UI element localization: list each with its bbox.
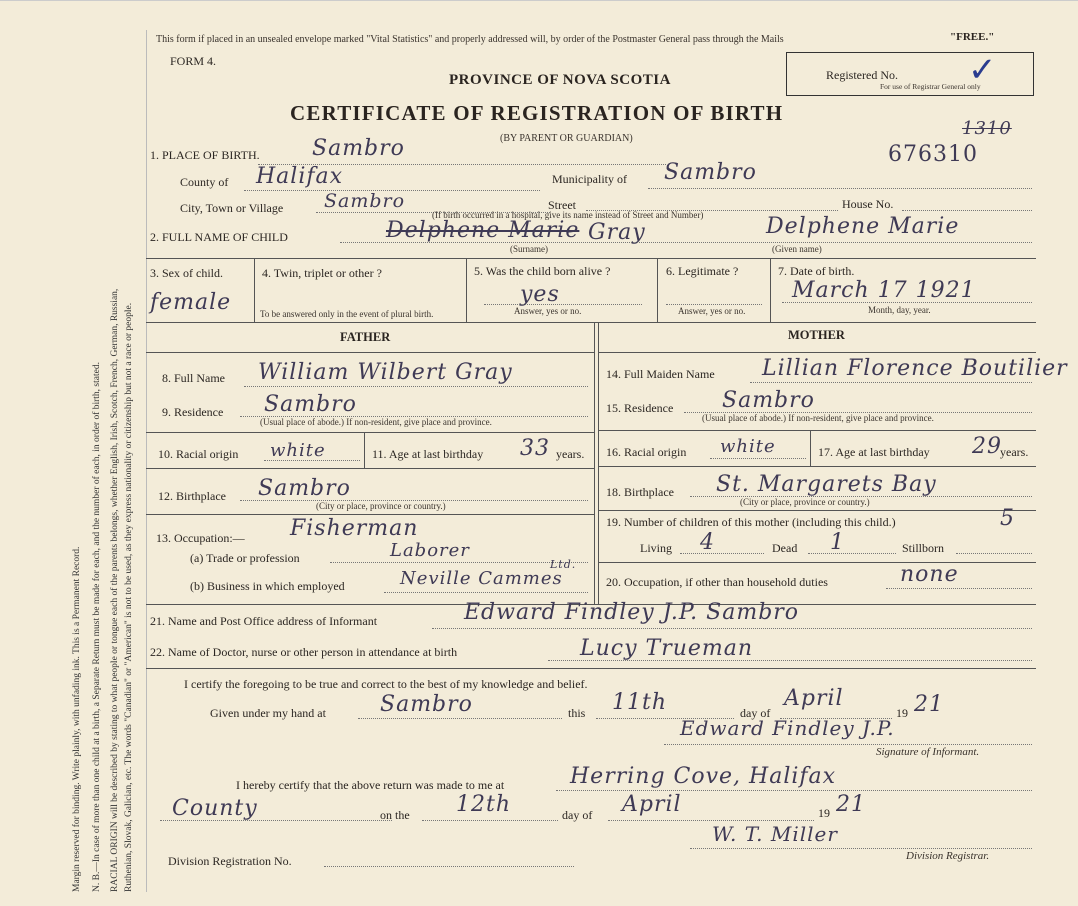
mother-residence-label: 15. Residence [606,401,674,415]
margin-note-multiple: N. B.—In case of more than one child at a birth, a Separate Return must be made for each, and the number of each, in order of birth, stated. [92,362,102,892]
father-residence-note: (Usual place of abode.) If non-resident, give place and province. [260,417,492,427]
day-of-label: day of [740,706,771,720]
twin-note: To be answered only in the event of plural birth. [260,309,434,319]
mother-name: Lillian Florence Boutilier [762,356,1068,381]
stillborn-label: Stillborn [902,541,945,555]
mother-birthplace-label: 18. Birthplace [606,485,674,499]
hospital-note: (If birth occurred in a hospital, give its name instead of Street and Number) [432,210,704,220]
surname-note: (Surname) [510,244,548,254]
certificate-title: CERTIFICATE OF REGISTRATION OF BIRTH [290,101,784,125]
father-business-extra: Ltd. [550,558,577,571]
margin-note-racial: RACIAL ORIGIN will be described by stating to what people or tongue each of the parents belongs, whether English, Irish, Scotch, French, German, Russian, [110,288,120,892]
registered-note: For use of Registrar General only [880,82,981,91]
registered-label: Registered No. [826,68,898,82]
father-residence: Sambro [264,392,357,417]
date-note: Month, day, year. [868,305,931,315]
reg-number: 676310 [888,142,978,167]
legitimate-note: Answer, yes or no. [678,306,746,316]
city: Sambro [324,190,406,212]
mother-birthplace: St. Margarets Bay [716,472,937,497]
given-name: Delphene Marie [766,214,960,239]
father-race: white [270,440,326,461]
county: Halifax [256,164,344,189]
mother-name-label: 14. Full Maiden Name [606,367,715,381]
registrar-signature-label: Division Registrar. [906,850,990,862]
father-race-label: 10. Racial origin [158,447,239,461]
mother-years: years. [1000,445,1029,459]
on-the-label: on the [380,808,410,822]
check-mark-icon: ✓ [968,50,998,90]
child-name-label: 2. FULL NAME OF CHILD [150,230,288,244]
living-label: Living [640,541,672,555]
legitimate-label: 6. Legitimate ? [666,264,739,278]
informant-signature: Edward Findley J.P. [680,716,895,740]
father-trade: Laborer [390,540,470,561]
mother-children: 5 [1000,506,1015,531]
mother-residence: Sambro [722,388,815,413]
father-birthplace-label: 12. Birthplace [158,489,226,503]
alive: yes [520,282,560,307]
certify-year-prefix: 19 [896,706,908,720]
province-title: PROVINCE OF NOVA SCOTIA [449,72,671,88]
registrar-day: 12th [456,792,512,817]
registrar-day-of-label: day of [562,808,593,822]
sex-label: 3. Sex of child. [150,266,223,280]
father-occupation: Fisherman [290,516,419,541]
reg-number-struck: 1310 [962,118,1012,139]
father-years: years. [556,447,585,461]
certify-month: April [784,686,844,711]
municipality-label: Municipality of [552,172,627,186]
city-label: City, Town or Village [180,201,284,215]
certify-statement: I certify the foregoing to be true and correct to the best of my knowledge and belief. [184,677,588,691]
date-of-birth: March 17 1921 [792,278,976,303]
informant: Edward Findley J.P. Sambro [464,600,800,625]
mother-race: white [720,436,776,457]
county-label: County of [180,175,229,189]
dead-label: Dead [772,541,798,555]
margin-note-racial-2: Ruthenian, Slovak, Galician, etc. The words "Canadian" or "American" is not to be used, as they express nationality or citizenship but not a race or people. [124,302,134,892]
living-count: 4 [700,530,715,555]
mother-race-label: 16. Racial origin [606,445,687,459]
twin-label: 4. Twin, triplet or other ? [262,266,382,280]
informant-label: 21. Name and Post Office address of Informant [150,614,378,628]
mother-birthplace-note: (City or place, province or country.) [740,497,870,507]
registrar-place: Herring Cove, Halifax [570,764,837,789]
street-label: Street [548,198,576,212]
father-business-label: (b) Business in which employed [190,579,345,593]
mother-occupation: none [900,562,959,587]
father-birthplace: Sambro [258,476,351,501]
father-birthplace-note: (City or place, province or country.) [316,501,446,511]
mother-age: 29 [972,434,1002,459]
father-name-label: 8. Full Name [162,371,225,385]
mother-header: MOTHER [788,328,845,342]
father-age: 33 [520,436,550,461]
father-residence-label: 9. Residence [162,405,224,419]
registrar-statement: I hereby certify that the above return was made to me at [236,778,505,792]
father-age-label: 11. Age at last birthday [372,447,484,461]
registrar-year: 21 [836,792,866,817]
surname-struck: Delphene Marie [386,218,580,243]
doctor: Lucy Trueman [580,636,754,661]
date-label: 7. Date of birth. [778,264,855,278]
surname: Gray [588,220,646,245]
alive-label: 5. Was the child born alive ? [474,264,611,278]
given-name-note: (Given name) [772,244,822,254]
father-business: Neville Cammes [400,568,563,589]
registrar-signature: W. T. Miller [712,822,838,846]
informant-signature-label: Signature of Informant. [876,746,980,758]
division-registration-label: Division Registration No. [168,854,292,868]
form-number: FORM 4. [170,54,217,68]
registrar-year-prefix: 19 [818,806,830,820]
father-name: William Wilbert Gray [258,360,513,385]
place-of-birth: Sambro [312,136,405,161]
this-label: this [568,706,586,720]
doctor-label: 22. Name of Doctor, nurse or other person in attendance at birth [150,645,458,659]
father-trade-label: (a) Trade or profession [190,551,300,565]
certificate-subtitle: (BY PARENT OR GUARDIAN) [500,133,633,144]
mother-residence-note: (Usual place of abode.) If non-resident, give place and province. [702,413,934,423]
father-header: FATHER [340,330,391,344]
margin-rule [146,30,147,892]
given-under-label: Given under my hand at [210,706,326,720]
municipality: Sambro [664,160,757,185]
dead-count: 1 [830,530,845,555]
given-place: Sambro [380,692,473,717]
certify-day: 11th [612,690,668,715]
place-of-birth-label: 1. PLACE OF BIRTH. [150,148,260,162]
postal-note: This form if placed in an unsealed envelope marked "Vital Statistics" and properly addressed will, by order of the Postmaster General pass through the Mails [156,34,784,45]
margin-note-binding: Margin reserved for binding. Write plainly, with unfading ink. This is a Permanent Record. [72,546,82,892]
alive-note: Answer, yes or no. [514,306,582,316]
registrar-place-county: County [172,796,258,821]
mother-children-label: 19. Number of children of this mother (including this child.) [606,515,896,529]
mother-occupation-label: 20. Occupation, if other than household duties [606,575,828,589]
father-occupation-label: 13. Occupation:— [156,531,245,545]
sex: female [150,290,232,315]
mother-age-label: 17. Age at last birthday [818,445,930,459]
house-no-label: House No. [842,197,894,211]
certify-year: 21 [914,692,944,717]
registrar-month: April [622,792,682,817]
postal-free: "FREE." [950,31,995,43]
